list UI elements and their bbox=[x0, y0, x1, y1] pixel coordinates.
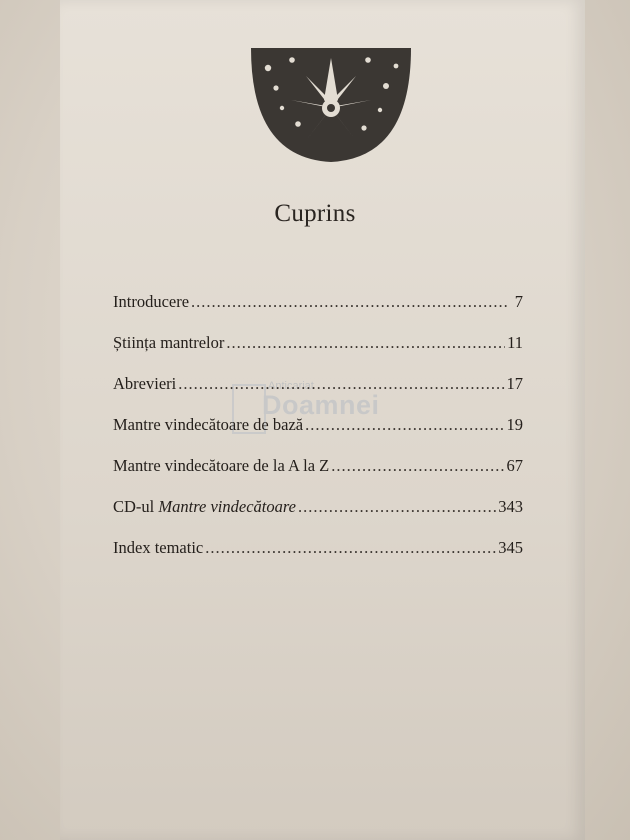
toc-entry-label: Index tematic bbox=[113, 538, 204, 557]
table-of-contents bbox=[113, 292, 523, 579]
toc-entry-label-italic: Mantre vindecătoare bbox=[158, 497, 296, 516]
toc-entry-label: Abrevieri bbox=[113, 374, 177, 393]
toc-entry-page: 67 bbox=[506, 456, 523, 475]
toc-leader-dots bbox=[226, 333, 505, 353]
toc-entry-cd[interactable] bbox=[113, 497, 523, 538]
page-title: Cuprins bbox=[274, 200, 356, 227]
toc-leader-dots bbox=[298, 497, 496, 517]
toc-entry-label: Mantre vindecătoare de la A la Z bbox=[113, 456, 330, 475]
toc-leader-dots bbox=[331, 456, 504, 476]
toc-entry-abrevieri[interactable] bbox=[113, 374, 523, 415]
toc-leader-dots bbox=[205, 538, 496, 558]
toc-entry-page: 343 bbox=[498, 497, 523, 516]
toc-entry-page: 17 bbox=[506, 374, 523, 393]
toc-entry-label: Știința mantrelor bbox=[113, 333, 225, 352]
toc-leader-dots bbox=[191, 292, 507, 312]
toc-entry-label: Mantre vindecătoare de bază bbox=[113, 415, 304, 434]
watermark-large-text: Doamnei bbox=[262, 390, 380, 420]
toc-entry-page: 345 bbox=[498, 538, 523, 557]
toc-entry-mantre-a-la-z[interactable] bbox=[113, 456, 523, 497]
toc-entry-introducere[interactable] bbox=[113, 292, 523, 333]
toc-leader-dots bbox=[178, 374, 504, 394]
toc-leader-dots bbox=[305, 415, 504, 435]
toc-entry-label bbox=[113, 497, 296, 517]
toc-entry-page: 19 bbox=[506, 415, 523, 434]
toc-entry-label-prefix: CD-ul bbox=[113, 497, 159, 516]
half-sun-ornament-icon bbox=[246, 38, 416, 166]
toc-entry-label: Introducere bbox=[113, 292, 190, 311]
toc-entry-mantre-de-baza[interactable] bbox=[113, 415, 523, 456]
toc-entry-stiinta-mantrelor[interactable] bbox=[113, 333, 523, 374]
watermark-small-text: Anticariat bbox=[268, 380, 314, 392]
toc-entry-index-tematic[interactable] bbox=[113, 538, 523, 579]
toc-entry-page: 11 bbox=[507, 333, 523, 352]
toc-entry-page: 7 bbox=[514, 292, 523, 311]
